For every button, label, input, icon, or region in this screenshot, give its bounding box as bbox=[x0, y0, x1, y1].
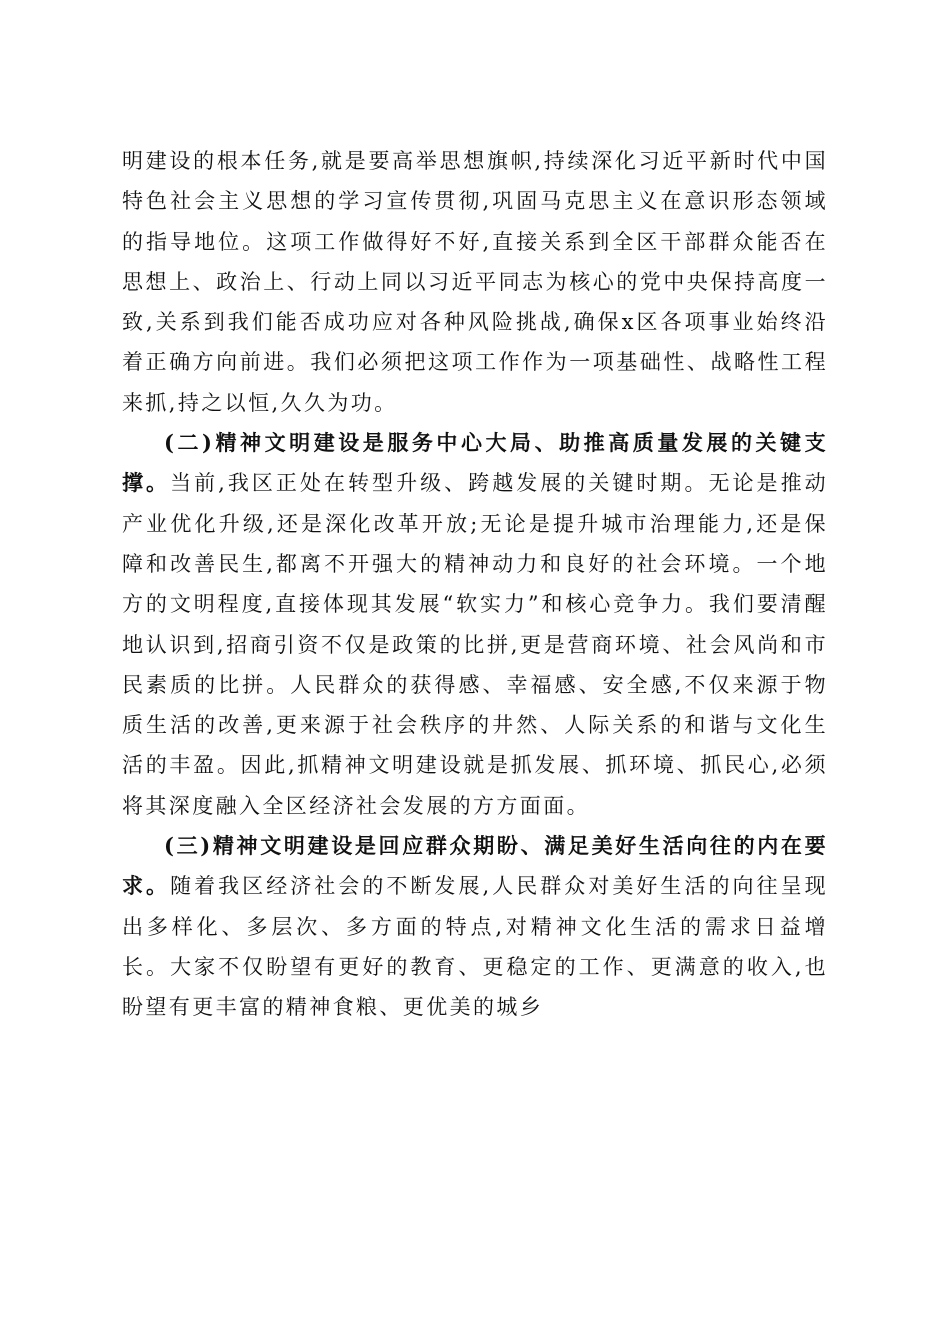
document-body bbox=[122, 141, 828, 1028]
paragraph-3-text: 随着我区经济社会的不断发展,人民群众对美好生活的向往呈现出多样化、多层次、多方面的特点,对精神文化生活的需求日益增长。大家不仅盼望有更好的教育、更稳定的工作、更满意的收入,也盼望有更丰富的精神食粮、更优美的城乡 bbox=[122, 874, 829, 1020]
paragraph-2 bbox=[122, 423, 828, 826]
paragraph-3 bbox=[122, 826, 828, 1027]
section-heading-3: (三)精神文明建设是回应群众期盼、满足美好生活向往的内在要求。 bbox=[122, 833, 828, 899]
section-heading-2: (二)精神文明建设是服务中心大局、助推高质量发展的关键支撑。 bbox=[122, 430, 828, 496]
paragraph-2-text: 当前,我区正处在转型升级、跨越发展的关键时期。无论是推动产业优化升级,还是深化改革开放;无论是提升城市治理能力,还是保障和改善民生,都离不开强大的精神动力和良好的社会环境。一个地方的文明程度,直接体现其发展“软实力”和核心竞争力。我们要清醒地认识到,招商引资不仅是政策的比拼,更是营商环境、社会风尚和市民素质的比拼。人民群众的获得感、幸福感、安全感,不仅来源于物质生活的改善,更来源于社会秩序的井然、人际关系的和谐与文化生活的丰盈。因此,抓精神文明建设就是抓发展、抓环境、抓民心,必须将其深度融入全区经济社会发展的方方面面。 bbox=[122, 471, 829, 818]
paragraph-1 bbox=[122, 141, 828, 423]
paragraph-1-text: 明建设的根本任务,就是要高举思想旗帜,持续深化习近平新时代中国特色社会主义思想的学习宣传贯彻,巩固马克思主义在意识形态领域的指导地位。这项工作做得好不好,直接关系到全区干部群众能否在思想上、政治上、行动上同以习近平同志为核心的党中央保持高度一致,关系到我们能否成功应对各种风险挑战,确保x区各项事业始终沿着正确方向前进。我们必须把这项工作作为一项基础性、战略性工程来抓,持之以恒,久久为功。 bbox=[122, 149, 828, 415]
